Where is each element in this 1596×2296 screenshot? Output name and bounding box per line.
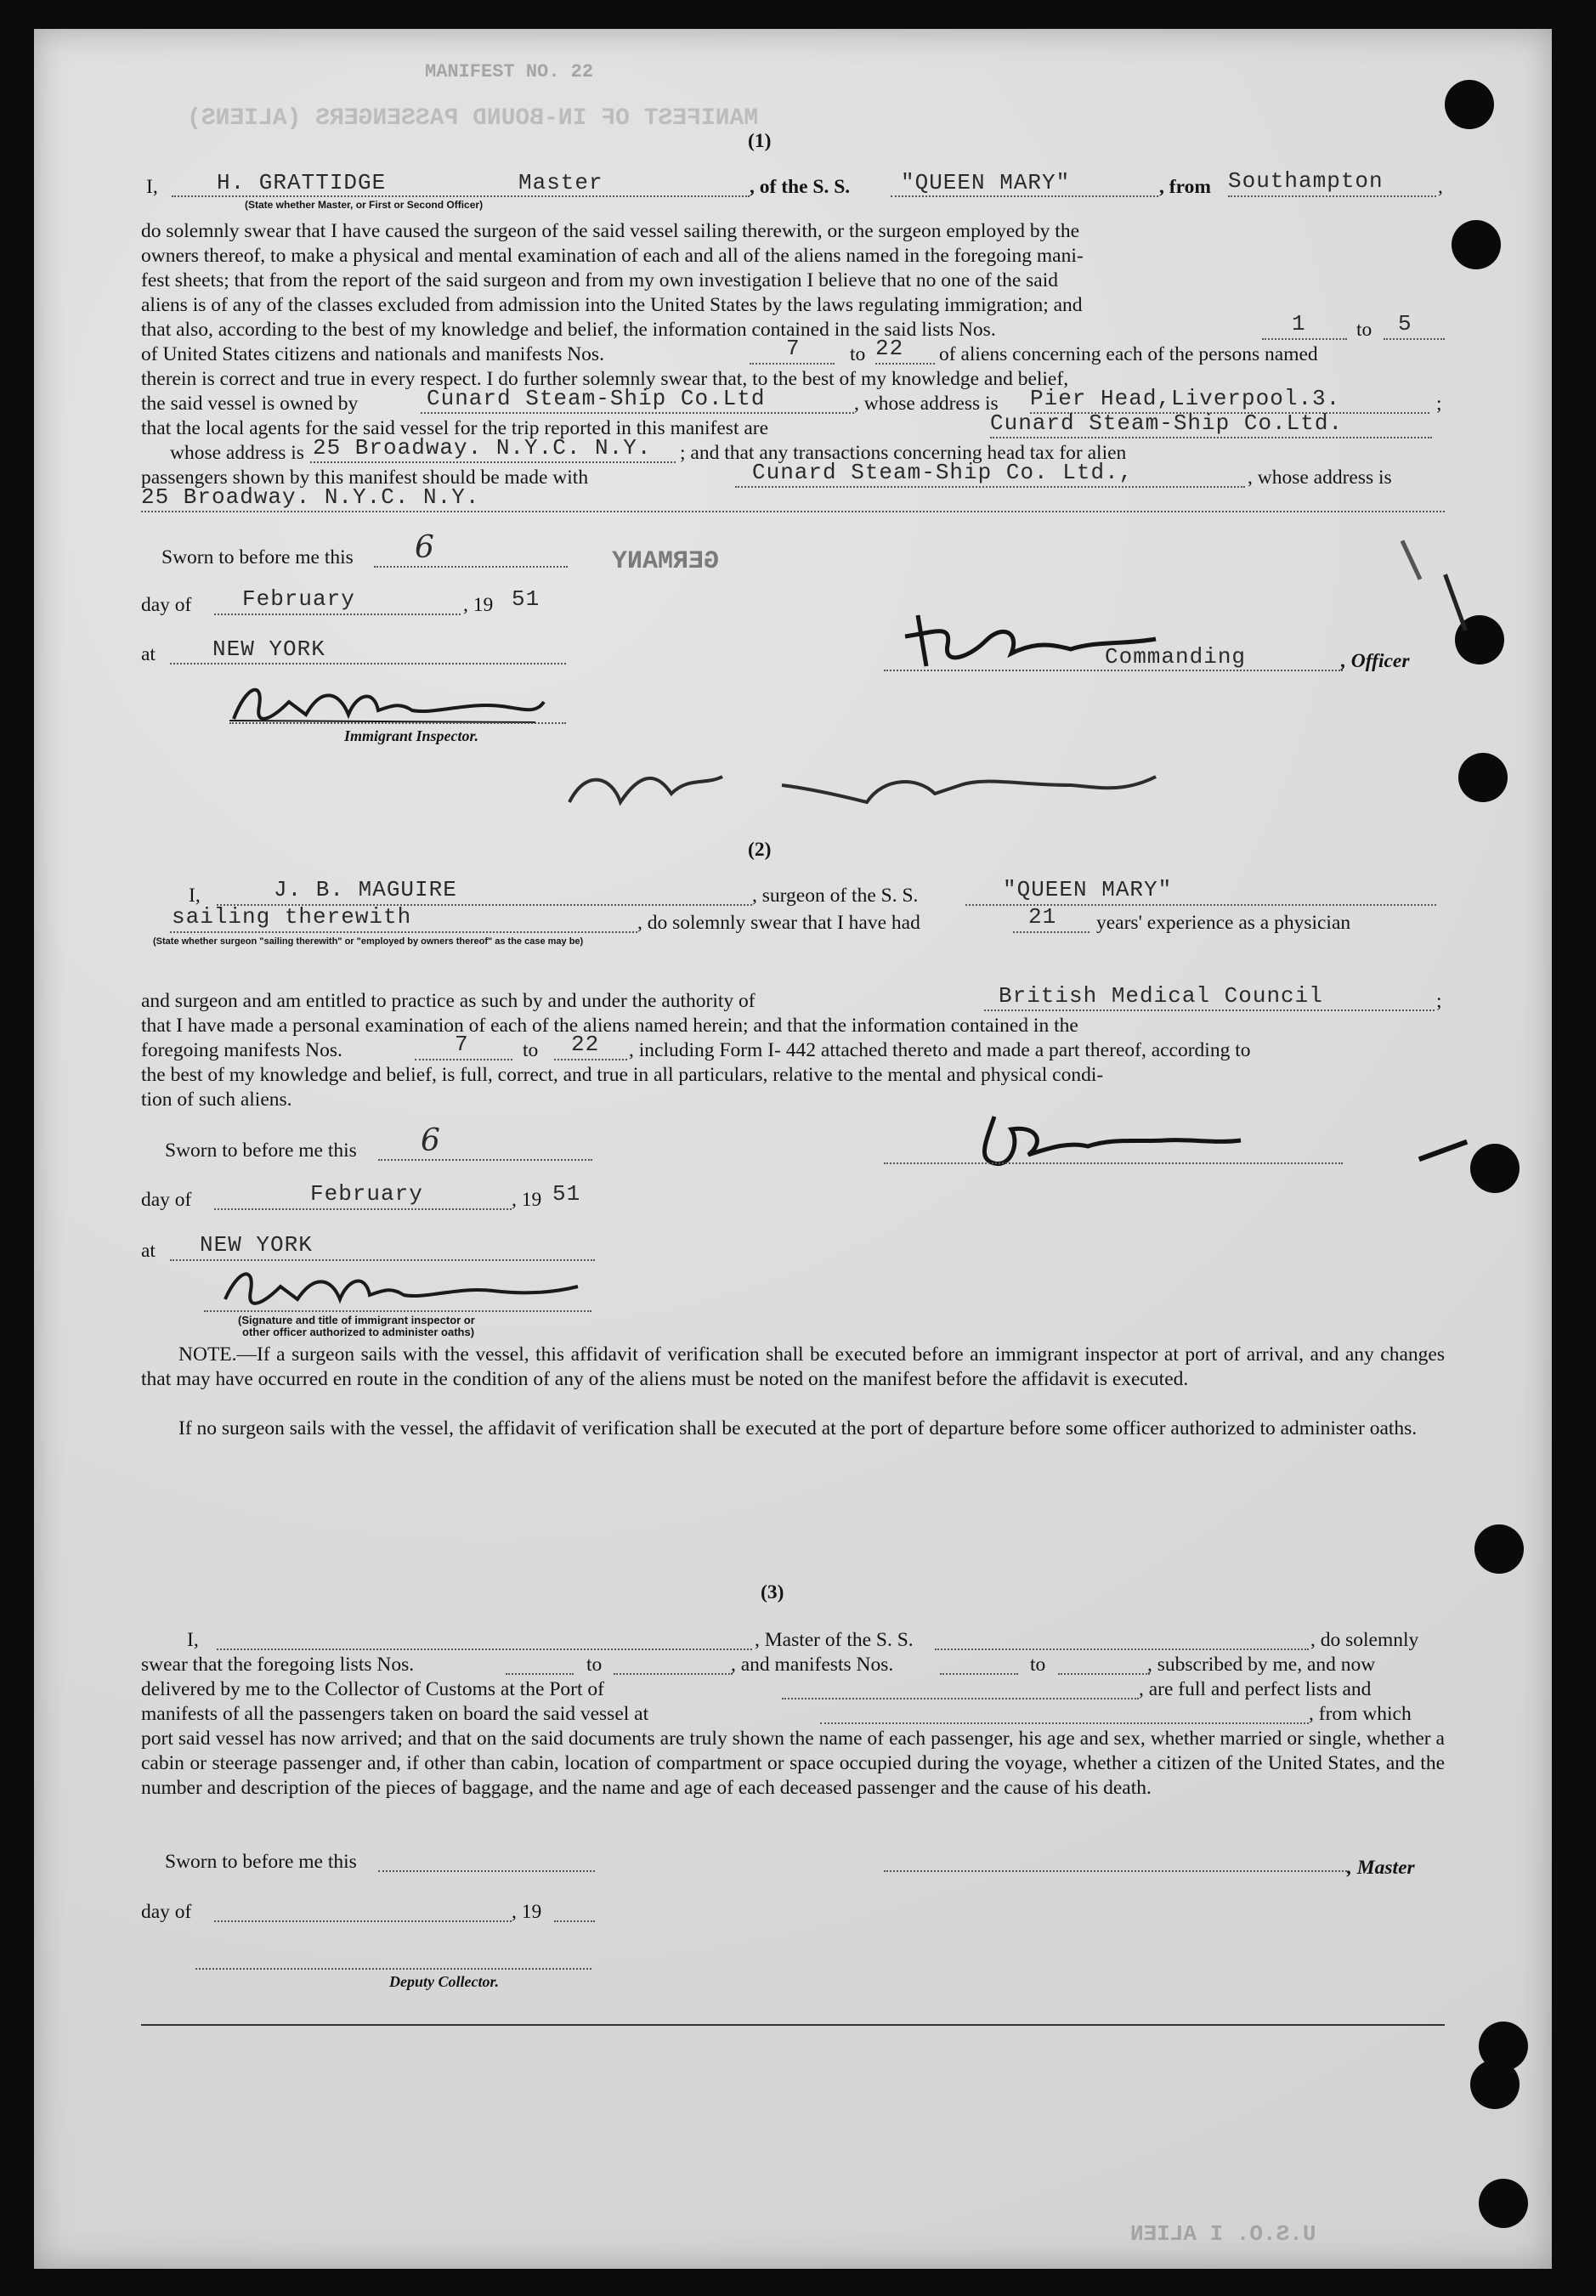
authority: British Medical Council <box>999 983 1323 1009</box>
s3-line4a: manifests of all the passengers taken on board the said vessel at <box>141 1703 649 1725</box>
s2-to: 22 <box>571 1032 600 1057</box>
s3-lists-from-line <box>506 1673 574 1675</box>
binder-hole <box>1452 220 1501 269</box>
s3-year-line <box>554 1920 595 1922</box>
of-ss-label: , of the S. S. <box>750 176 851 198</box>
agents-address-label: whose address is <box>170 442 304 464</box>
scrawl-annotation <box>561 751 1173 828</box>
s3-line3a: delivered by me to the Collector of Customs at the Port of <box>141 1678 604 1700</box>
s3-manifests-from-line <box>940 1673 1018 1675</box>
section-3-i: I, <box>187 1629 199 1651</box>
tick-mark <box>1418 1140 1468 1162</box>
s1-sworn-day: 6 <box>415 530 435 565</box>
s3-subscribed: , subscribed by me, and now <box>1147 1654 1376 1676</box>
lists-to-label: to <box>1356 319 1372 341</box>
owned-by-label: the said vessel is owned by <box>141 393 359 415</box>
s1-at-label: at <box>141 643 156 665</box>
master-name: H. GRATTIDGE <box>217 170 387 195</box>
s3-name-line <box>217 1648 752 1650</box>
manifests-to-line <box>875 363 935 365</box>
s3-master-of: , Master of the S. S. <box>755 1629 914 1651</box>
inspector-caption: Immigrant Inspector. <box>344 727 479 744</box>
agents-address-line <box>310 461 676 463</box>
lists-from-line <box>1262 338 1347 340</box>
lists-to-line <box>1384 338 1445 340</box>
semicolon: ; <box>1436 393 1442 415</box>
officer-label: , Officer <box>1341 650 1410 672</box>
section-3-number: (3) <box>761 1581 784 1603</box>
master-name-line <box>172 195 750 197</box>
s3-line4b: , from which <box>1309 1703 1412 1725</box>
s1-line3: fest sheets; that from the report of the said surgeon and from my own investigation I believe that no one of the said <box>141 269 1058 291</box>
tax-address-label: , whose address is <box>1248 467 1392 489</box>
s1-line4: aliens is of any of the classes excluded from admission into the United States by the laws regulating immigration; and <box>141 294 1083 316</box>
master-rank: Master <box>518 170 603 195</box>
s2-line5: tion of such aliens. <box>141 1089 292 1111</box>
s2-to-label: to <box>523 1039 539 1061</box>
vessel-line <box>891 195 1158 197</box>
s1-day-of: day of <box>141 594 192 616</box>
s3-line2a: swear that the foregoing lists Nos. <box>141 1654 415 1676</box>
tax-agent: Cunard Steam-Ship Co. Ltd., <box>752 460 1134 485</box>
s1-place-line <box>170 663 566 664</box>
s3-sworn-label: Sworn to before me this <box>165 1851 357 1873</box>
section-1-i: I, <box>146 176 158 198</box>
owner: Cunard Steam-Ship Co.Ltd <box>427 386 766 411</box>
bottom-rule <box>141 2024 1445 2026</box>
agents-address: 25 Broadway. N.Y.C. N.Y. <box>313 435 652 461</box>
s2-from-line <box>415 1059 512 1060</box>
manifests-from-line <box>750 363 835 365</box>
s2-line4: the best of my knowledge and belief, is full, correct, and true in all particulars, relative to the mental and physical condi- <box>141 1064 1104 1086</box>
manifests-to-label: to <box>850 343 866 365</box>
lists-to: 5 <box>1398 311 1412 336</box>
s2-month: February <box>310 1181 423 1207</box>
commanding: Commanding <box>1105 644 1247 670</box>
s3-manifests-to-line <box>1058 1673 1150 1675</box>
s3-port-line <box>782 1698 1139 1699</box>
surgeon-signature <box>969 1108 1292 1176</box>
s3-rest: port said vessel has now arrived; and that on the said documents are truly shown the name of each passenger, his age and sex, whether married or single, whether a cabin or steerage passenger and, if other than cabin, location of compartment or space occupied during the voyage, whether a citizen of the United States, and the number and description of the pieces of baggage, and the name and age of each deceased passenger and the cause of his death. <box>141 1728 1445 1799</box>
s3-vessel-line <box>935 1648 1309 1650</box>
s2-place: NEW YORK <box>200 1232 313 1258</box>
s2-signature-caption-2: other officer authorized to administer oaths) <box>242 1326 475 1338</box>
s1-sworn-label: Sworn to before me this <box>161 546 354 568</box>
vessel-name: "QUEEN MARY" <box>901 170 1071 195</box>
swear-text: , do solemnly swear that I have had <box>637 912 920 934</box>
manifests-from: 7 <box>786 336 801 361</box>
s3-do-solemnly: , do solemnly <box>1310 1629 1419 1651</box>
manifests-to: 22 <box>875 336 904 361</box>
s1-place: NEW YORK <box>212 636 325 662</box>
section-2-number: (2) <box>748 839 772 861</box>
s1-line7: therein is correct and true in every respect. I do further solemnly swear that, to the best of my knowledge and belief, <box>141 368 1069 390</box>
from-line <box>1228 195 1436 197</box>
s3-day-of: day of <box>141 1901 192 1923</box>
manifest-sheet <box>34 29 1552 2269</box>
margin-tick <box>1443 574 1468 631</box>
s3-sworn-line <box>378 1870 595 1872</box>
owner-line <box>421 412 854 414</box>
s2-sworn-day: 6 <box>421 1123 441 1158</box>
faded-manifest-title: MANIFEST OF IN-BOUND PASSENGERS (ALIENS) <box>187 105 759 132</box>
s2-sworn-label: Sworn to before me this <box>165 1140 357 1162</box>
s1-line6b: of aliens concerning each of the persons named <box>939 343 1318 365</box>
s3-port-taken-line <box>820 1722 1309 1724</box>
years: 21 <box>1028 904 1057 930</box>
surgeon-signature-line <box>884 1162 1343 1164</box>
s1-line6a: of United States citizens and nationals and manifests Nos. <box>141 343 604 365</box>
s2-line2: that I have made a personal examination of each of the aliens named herein; and that the information contained in the <box>141 1015 1078 1037</box>
tax-address: 25 Broadway. N.Y.C. N.Y. <box>141 484 480 510</box>
binder-hole <box>1445 80 1494 129</box>
sailing-line <box>170 931 637 933</box>
s2-line3b: , including Form I- 442 attached thereto and made a part thereof, according to <box>629 1039 1251 1061</box>
s2-month-line <box>214 1208 512 1210</box>
s3-month-line <box>214 1920 512 1922</box>
binder-hole <box>1470 1144 1520 1193</box>
s2-vessel: "QUEEN MARY" <box>1003 877 1173 902</box>
s2-year-prefix: , 19 <box>512 1189 542 1211</box>
s3-line3b: , are full and perfect lists and <box>1139 1678 1372 1700</box>
years-line <box>1013 931 1089 933</box>
s1-line2: owners thereof, to make a physical and mental examination of each and all of the aliens named in the foregoing mani- <box>141 245 1084 267</box>
lists-from: 1 <box>1292 311 1306 336</box>
sailing-caption: (State whether surgeon "sailing therewith" or "employed by owners thereof" as the case may be) <box>153 936 584 947</box>
faded-stamp: GERMANY <box>612 547 720 576</box>
s1-month-line <box>214 614 461 615</box>
s3-master-label: , Master <box>1347 1857 1415 1879</box>
authority-label: and surgeon and am entitled to practice as such by and under the authority of <box>141 990 756 1012</box>
s1-year-prefix: , 19 <box>463 594 494 616</box>
s3-to2: to <box>1030 1654 1046 1676</box>
s2-from: 7 <box>455 1032 469 1057</box>
section-2-i: I, <box>189 885 201 907</box>
agents-label: that the local agents for the said vessel for the trip reported in this manifest are <box>141 417 769 439</box>
faded-footer: U.S.O. I ALIEN <box>1130 2221 1316 2247</box>
s2-inspector-line <box>204 1310 591 1312</box>
s2-year-suffix: 51 <box>552 1181 581 1207</box>
deputy-line <box>195 1968 591 1970</box>
s2-at-label: at <box>141 1240 156 1262</box>
s2-to-line <box>554 1059 627 1060</box>
deputy-caption: Deputy Collector. <box>389 1973 499 1990</box>
note-paragraph-2: If no surgeon sails with the vessel, the affidavit of verification shall be executed at the port of departure before some officer authorized to administer oaths. <box>178 1417 1418 1439</box>
authority-semicolon: ; <box>1436 990 1442 1012</box>
s2-day-of: day of <box>141 1189 192 1211</box>
surgeon-of-label: , surgeon of the S. S. <box>752 885 919 907</box>
binder-hole <box>1474 1524 1524 1574</box>
s3-manifests: , and manifests Nos. <box>731 1654 894 1676</box>
s3-year-prefix: , 19 <box>512 1901 542 1923</box>
passengers-label: passengers shown by this manifest should be made with <box>141 467 589 489</box>
agents-line <box>990 437 1432 438</box>
s2-line3a: foregoing manifests Nos. <box>141 1039 342 1061</box>
binder-hole <box>1479 2179 1528 2228</box>
tax-address-line <box>141 511 1445 512</box>
faded-manifest-number: MANIFEST NO. 22 <box>425 61 594 82</box>
s2-sworn-line <box>378 1159 592 1161</box>
experience-text: years' experience as a physician <box>1096 912 1351 934</box>
from-port: Southampton <box>1228 168 1384 194</box>
from-label: , from <box>1159 176 1211 198</box>
s1-month: February <box>242 586 355 612</box>
s3-to1: to <box>586 1654 603 1676</box>
owner-address-label: , whose address is <box>854 393 999 415</box>
comma: , <box>1438 176 1443 198</box>
s1-line5a: that also, according to the best of my knowledge and belief, the information contained in the said lists Nos. <box>141 319 996 341</box>
tax-agent-line <box>735 486 1245 488</box>
surgeon-name: J. B. MAGUIRE <box>274 877 457 902</box>
binder-hole <box>1470 2060 1520 2109</box>
s2-signature-caption-1: (Signature and title of immigrant inspector or <box>238 1314 475 1326</box>
binder-hole <box>1458 753 1508 802</box>
s1-sworn-line <box>374 566 568 568</box>
note-paragraph-1: NOTE.—If a surgeon sails with the vessel, this affidavit of verification shall be executed before an immigrant inspector at port of arrival, and any changes that may have occurred en route in the condition of any of the aliens must be noted on the manifest before the affidavit is executed. <box>141 1343 1445 1390</box>
master-signature-line <box>884 670 1343 671</box>
owner-address: Pier Head,Liverpool.3. <box>1030 386 1341 411</box>
section-1-number: (1) <box>748 130 772 152</box>
agents: Cunard Steam-Ship Co.Ltd. <box>990 410 1344 436</box>
s3-master-line <box>884 1870 1347 1872</box>
rank-caption: (State whether Master, or First or Second Officer) <box>245 199 484 211</box>
s3-lists-to-line <box>614 1673 733 1675</box>
authority-line <box>984 1009 1435 1011</box>
inspector-line <box>229 722 566 724</box>
s1-line1: do solemnly swear that I have caused the surgeon of the said vessel sailing therewith, or the surgeon employed by the <box>141 220 1080 242</box>
s1-year-suffix: 51 <box>512 586 540 612</box>
sailing: sailing therewith <box>172 904 412 930</box>
margin-tick <box>1401 540 1423 580</box>
head-tax-text: ; and that any transactions concerning head tax for alien <box>680 442 1127 464</box>
